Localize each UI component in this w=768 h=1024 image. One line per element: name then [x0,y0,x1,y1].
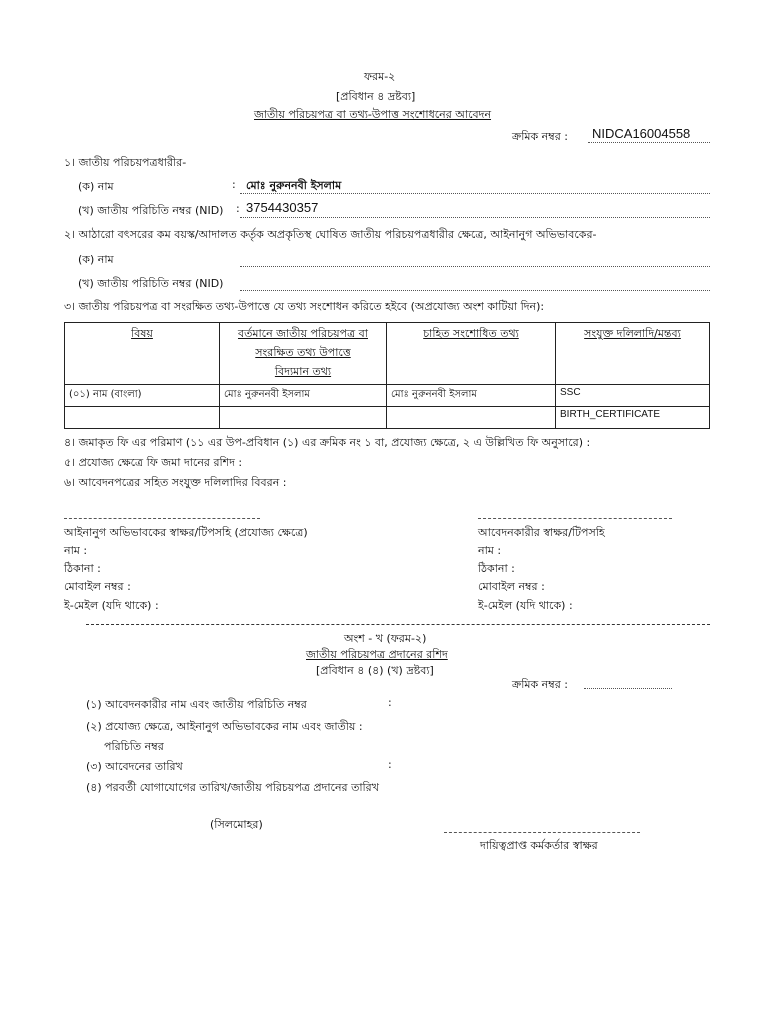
part-b-subtitle: জাতীয় পরিচয়পত্র প্রদানের রশিদ [306,648,448,661]
header-subject-text: বিষয় [131,327,153,340]
cell-current [220,407,387,429]
section1-name-colon: : [232,178,236,191]
header-docs-text: সংযুক্ত দলিলাদি/মন্তব্য [584,327,681,340]
applicant-name-label: নাম : [478,544,502,557]
section3-heading: ৩। জাতীয় পরিচয়পত্র বা সংরক্ষিত তথ্য-উপাত্তে যে তথ্য সংশোধন করিতে হইবে (অপ্রযোজ্য অংশ কাটিয়া দিন): [64,300,545,313]
guardian-name-label: নাম : [64,544,88,557]
part-b-item3-colon: : [388,758,392,771]
cell-subject: (০১) নাম (বাংলা) [65,385,220,407]
part-b-item3: (৩) আবেদনের তারিখ [86,760,183,773]
form-title: জাতীয় পরিচয়পত্র বা তথ্য-উপাত্ত সংশোধনের আবেদন [254,108,492,121]
section4-text: ৪। জমাকৃত ফি এর পরিমাণ (১১ এর উপ-প্রবিধান (১) এর ক্রমিক নং ১ বা, প্রযোজ্য ক্ষেত্রে, ২ এ উল্লিখিত ফি অনুসারে) : [64,436,591,449]
guardian-email-label: ই-মেইল (যদি থাকে) : [64,599,159,612]
section2-name-label: (ক) নাম [78,253,114,266]
table-header-docs [556,323,710,385]
table-header-current [220,323,387,385]
guardian-signature-title: আইনানুগ অভিভাবকের স্বাক্ষর/টিপসহি (প্রযোজ্য ক্ষেত্রে) [64,526,308,539]
rule-reference: [প্রবিধান ৪ দ্রষ্টব্য] [336,90,416,103]
guardian-mobile-label: মোবাইল নম্বর : [64,580,131,593]
table-row [65,385,710,407]
part-b-rule-ref: [প্রবিধান ৪ (৪) (খ) দ্রষ্টব্য] [316,664,434,677]
header-current-line1: বর্তমানে জাতীয় পরিচয়পত্র বা [237,327,368,340]
correction-table [64,322,710,429]
applicant-mobile-label: মোবাইল নম্বর : [478,580,545,593]
header-current-line2: সংরক্ষিত তথ্য উপাত্তে [255,346,351,359]
serial-label: ক্রমিক নম্বর : [512,130,568,143]
table-row [65,407,710,429]
cell-current: মোঃ নুরুননবী ইসলাম [220,385,387,407]
cell-docs[interactable]: BIRTH_CERTIFICATE [556,407,710,429]
serial-dotted-line [588,142,710,143]
serial-value: NIDCA16004558 [592,126,691,141]
part-b-item2-cont: পরিচিতি নম্বর [104,740,164,753]
part-b-serial-line[interactable] [584,688,672,689]
section2-nid-label: (খ) জাতীয় পরিচিতি নম্বর (NID) [78,277,224,290]
section6-text: ৬। আবেদনপত্রের সহিত সংযুক্ত দলিলাদির বিবরন : [64,476,287,489]
guardian-nid-dotted-line[interactable] [240,290,710,291]
nid-dotted-line [240,217,710,218]
part-b-item1: (১) আবেদনকারীর নাম এবং জাতীয় পরিচিতি নম্বর [86,698,307,711]
applicant-email-label: ই-মেইল (যদি থাকে) : [478,599,573,612]
cell-subject [65,407,220,429]
cell-requested[interactable]: মোঃ নুরুননবী ইসলাম [387,385,556,407]
guardian-signature-line[interactable] [64,518,260,519]
part-b-item4: (৪) পরবর্তী যোগাযোগের তারিখ/জাতীয় পরিচয়পত্র প্রদানের তারিখ [86,781,379,794]
part-b-serial-label: ক্রমিক নম্বর : [512,678,568,691]
section1-nid-value[interactable]: 3754430357 [246,200,319,215]
form-number: ফরম-২ [364,70,396,83]
section1-nid-colon: : [236,202,240,215]
header-requested-text: চাহিত সংশোধিত তথ্য [423,327,519,340]
guardian-name-dotted-line[interactable] [240,266,710,267]
section1-name-value[interactable]: মোঃ নুরুননবী ইসলাম [246,179,342,192]
applicant-signature-line[interactable] [478,518,672,519]
section2-heading: ২। আঠারো বৎসরের কম বয়স্ক/আদালত কর্তৃক অপ্রকৃতিস্থ ঘোষিত জাতীয় পরিচয়পত্রধারীর ক্ষেত্রে, আইনানুগ অভিভাবকের- [64,228,597,241]
cell-requested[interactable] [387,407,556,429]
cut-line [86,624,710,625]
officer-signature-title: দায়িত্বপ্রাপ্ত কর্মকর্তার স্বাক্ষর [480,839,598,852]
cell-docs[interactable]: SSC [556,385,710,407]
part-b-item1-colon: : [388,696,392,709]
applicant-address-label: ঠিকানা : [478,562,515,575]
header-current-line3: বিদ্যমান তথ্য [274,365,332,378]
part-b-title: অংশ - খ (ফরম-২) [344,632,427,645]
section1-heading: ১। জাতীয় পরিচয়পত্রধারীর- [64,156,187,169]
seal-label: (সিলমোহর) [210,818,263,831]
table-header-row [65,323,710,385]
part-b-item2: (২) প্রযোজ্য ক্ষেত্রে, আইনানুগ অভিভাবকের নাম এবং জাতীয় : [86,720,363,733]
section1-nid-label: (খ) জাতীয় পরিচিতি নম্বর (NID) [78,204,224,217]
officer-signature-line[interactable] [444,832,640,833]
table-header-subject [65,323,220,385]
section1-name-label: (ক) নাম [78,180,114,193]
guardian-address-label: ঠিকানা : [64,562,101,575]
name-dotted-line [240,193,710,194]
section5-text: ৫। প্রযোজ্য ক্ষেত্রে ফি জমা দানের রশিদ : [64,456,243,469]
applicant-signature-title: আবেদনকারীর স্বাক্ষর/টিপসহি [478,526,605,539]
table-header-requested [387,323,556,385]
